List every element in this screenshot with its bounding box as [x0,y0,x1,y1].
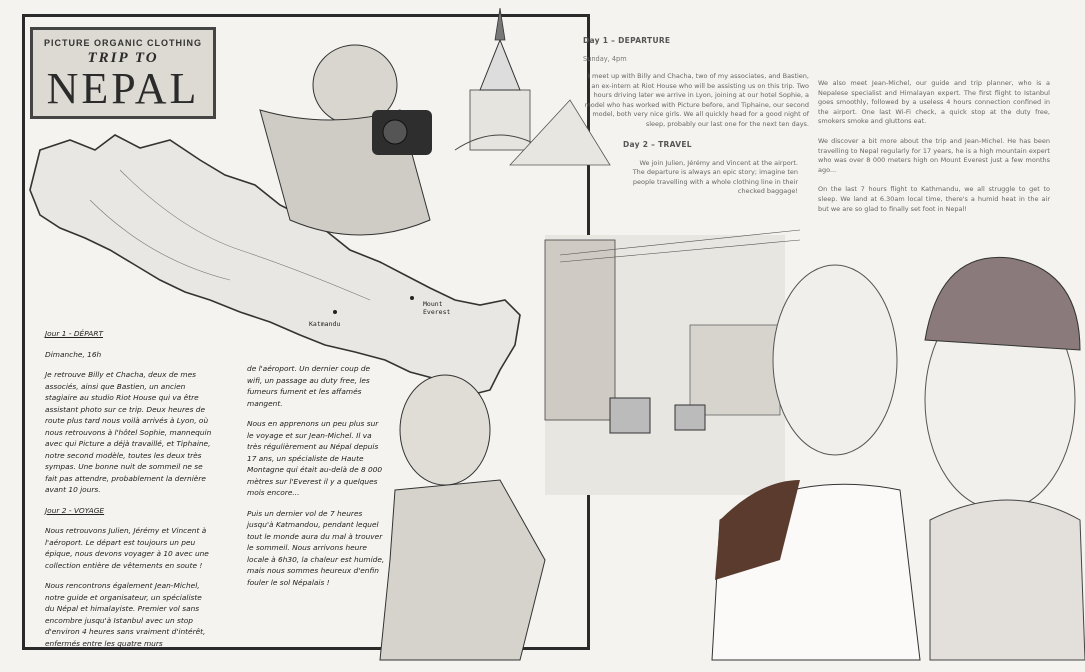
fr-day2-paragraph-2: Nous rencontrons également Jean-Michel, notre guide et organisateur, un spécialiste du Népal et himalayiste. Premier vol sans encombre jusqu'à Istanbul avec un stop d'environ 4 heures sans vraiment d'intérêt, enfermés entre les quatre murs [45,581,206,648]
english-column-1 [583,36,809,197]
english-column-2 [818,79,1050,224]
map-label-everest [423,300,450,316]
everest-dot [410,296,414,300]
fr-day2-paragraph-1: Nous retrouvons Julien, Jérémy et Vincent à l'aéroport. Le départ est toujours un peu épique, nous devons voyager à 10 avec une collection entière de vêtements en soute ! [45,526,209,570]
french-column-1 [45,328,213,658]
man-sketch [380,375,545,660]
map-label-katmandu: Katmandu [309,320,341,328]
woman-beanie-sketch [925,257,1085,660]
logo-trip-to: TRIP TO [87,50,159,66]
french-column-2 [247,363,387,597]
en-day2-text: We join Julien, Jérémy and Vincent at the airport. The departure is always an epic story; imagine ten people travelling with a whole clothing line in their checked baggage! [632,158,798,196]
en-day1-time: Sunday, 4pm [583,55,627,63]
en-col2-paragraph-1: We also meet Jean-Michel, our guide and trip planner, who is a Nepalese specialist and Himalayan expert. The first flight to Istanbul goes smoothly, followed by a useless 4 hours connection confined in the airport. One last Wi-Fi check, a quick stop at the duty free, smokers smoke and gluttons eat. [818,79,1050,126]
fr-col2-paragraph-3: Puis un dernier vol de 7 heures jusqu'à Katmandou, pendant lequel tout le monde aura du mal à trouver le sommeil. Nous arrivons heure locale à 6h30, la chaleur est humide, mais nous sommes heureux d'enfin fouler le sol Népalais ! [247,508,385,587]
fr-day1-date: Dimanche, 16h [45,349,102,359]
fr-day2-heading: Jour 2 - VOYAGE [45,505,105,515]
en-col2-paragraph-3: On the last 7 hours flight to Kathmandu, we all struggle to get to sleep. We land at 6.30am local time, there's a humid heat in the air but we are so glad to finally set foot in Nepal! [818,185,1050,213]
en-col2-paragraph-2: We discover a bit more about the trip and Jean-Michel. He has been travelling to Nepal regularly for 17 years, he is a high mountain expert who was over 8 000 meters high on Mount Everest just a few months ago... [818,136,1050,174]
fr-col2-paragraph-2: Nous en apprenons un peu plus sur le voyage et sur Jean-Michel. Il va très régulièrement au Népal depuis 17 ans, un spécialiste de Haute Montagne qui était au-delà de 8 000 mètres sur l'Everest il y a quelques mois encore... [247,419,383,497]
street-scene-sketch [545,230,800,495]
en-day1-heading: Day 1 – DEPARTURE [583,36,671,45]
photographer-sketch [260,45,432,235]
fr-col2-paragraph-1: de l'aéroport. Un dernier coup de wifi, un passage au duty free, les fumeurs fument et les affamés mangent. [247,364,371,408]
everest-line-1: Mount [423,300,443,308]
fr-day1-paragraph: Je retrouve Billy et Chacha, deux de mes associés, ainsi que Bastien, un ancien stagiaire au studio Riot House qui va être assistant photo sur ce trip. Deux heures de route plus tard nous voilà arrivés à Lyon, où nous retrouvons à l'hôtel Sophie, mannequin avec qui Picture a déjà travaillé, et Tiphaine, notre second modèle, toutes les deux très sympas. Une bonne nuit de sommeil ne se fait pas attendre, probablement la dernière avant 10 jours. [45,370,212,494]
logo-brand: PICTURE ORGANIC CLOTHING [44,38,202,48]
katmandu-dot [333,310,337,314]
trip-logo [30,27,216,119]
fr-day1-heading: Jour 1 - DÉPART [45,329,103,338]
logo-title: NEPAL [46,64,200,113]
everest-line-2: Everest [423,308,451,316]
en-day1-text: I meet up with Billy and Chacha, two of my associates, and Bastien, an ex-intern at Riot House who will be assisting us on this trip. Two hours driving later we arrive in Lyon, joining at our hotel Sophie, a model who has worked with Picture before, and Tiphaine, our second model, both very nice girls. We all quickly head for a good night of sleep, probably our last one for the next ten days. [584,72,809,128]
en-day2-heading: Day 2 – TRAVEL [623,139,692,149]
